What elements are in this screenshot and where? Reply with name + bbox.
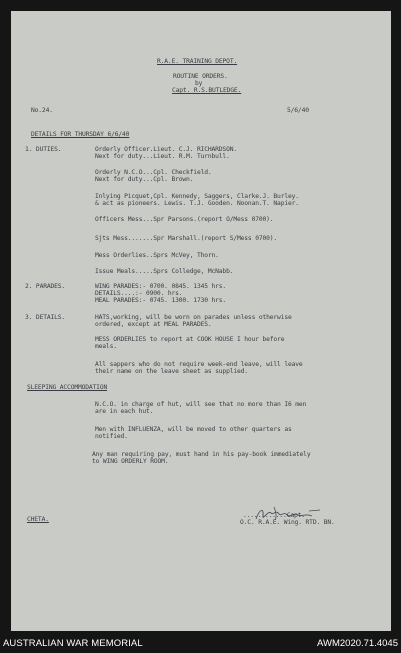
details-line: HATS,working, will be worn on parades unless otherwise bbox=[95, 314, 292, 321]
by-label: by bbox=[195, 80, 203, 87]
duty-line: Issue Meals.....Sprs Colledge, McNabb. bbox=[95, 268, 234, 275]
unit-title: R.A.E. TRAINING DEPOT. bbox=[157, 58, 238, 65]
parade-line: MEAL PARADES:- 0745. 1300. 1730 hrs. bbox=[95, 297, 227, 304]
parades-label: 2. PARADES. bbox=[25, 283, 66, 290]
details-line: meals. bbox=[95, 343, 117, 350]
details-line: All sappers who do not require week-end leave, will leave bbox=[95, 361, 303, 368]
duties-label: 1. DUTIES. bbox=[25, 146, 62, 153]
sleeping-heading: SLEEPING ACCOMMODATION bbox=[27, 384, 108, 391]
routine-orders-title: ROUTINE ORDERS. bbox=[173, 73, 228, 80]
duty-line: Next for duty...Lieut. R.M. Turnbull. bbox=[95, 153, 230, 160]
signature-line: ............Capt. bbox=[243, 512, 305, 519]
footer-bar bbox=[0, 635, 401, 653]
duty-line: Sjts Mess.......Spr Marshall.(report S/Mess 0700). bbox=[95, 235, 278, 242]
parade-line: WING PARADES:- 0700. 0845. 1345 hrs. bbox=[95, 283, 227, 290]
signature-title: O.C. R.A.E. Wing. RTD. BN. bbox=[240, 519, 335, 526]
sleeping-line: Any man requiring pay, must hand in his pay-book immediately bbox=[92, 451, 311, 458]
order-date: 5/6/40 bbox=[287, 107, 309, 114]
footer-accession-id: AWM2020.71.4045 bbox=[317, 638, 398, 649]
duty-line: Officers Mess...Spr Parsons.(report O/Mess 0700). bbox=[95, 216, 274, 223]
details-line: their name on the leave sheet as supplied. bbox=[95, 368, 248, 375]
duty-line: Inlying Picquet,Cpl. Kennedy, Saggers, Clarke.J. Burley. bbox=[95, 193, 299, 200]
footer-source: AUSTRALIAN WAR MEMORIAL bbox=[3, 638, 143, 649]
duty-line: Next for duty...Cpl. Brown. bbox=[95, 176, 194, 183]
document-page bbox=[11, 11, 391, 631]
sleeping-line: are in each hut. bbox=[95, 408, 154, 415]
details-line: MESS ORDERLIES to report at COOK HOUSE I hour before bbox=[95, 336, 285, 343]
sleeping-line: N.C.O. in charge of hut, will see that no more than I6 men bbox=[95, 401, 307, 408]
details-heading: DETAILS FOR THURSDAY 6/6/40 bbox=[31, 131, 130, 138]
details-line: ordered, except at MEAL PARADES. bbox=[95, 321, 212, 328]
sleeping-line: Men with INFLUENZA, will be moved to other quarters as bbox=[95, 426, 292, 433]
details-label: 3. DETAILS. bbox=[25, 314, 66, 321]
sleeping-line: notified. bbox=[95, 433, 128, 440]
parade-line: DETAILS....:- 0900. hrs. bbox=[95, 290, 183, 297]
sleeping-line: to WING ORDERLY ROOM. bbox=[92, 458, 169, 465]
order-number: No.24. bbox=[31, 107, 53, 114]
distribution-label: CHETA. bbox=[27, 516, 49, 523]
duty-line: Orderly N.C.O...Cpl. Checkfield. bbox=[95, 169, 212, 176]
duty-line: Orderly Officer.Lieut. C.J. RICHARDSON. bbox=[95, 146, 238, 153]
issuer-name: Capt. R.S.BUTLEDGE. bbox=[172, 87, 242, 94]
duty-line: & act as pioneers. Lewis. T.J. Gooden. Noonan.T. Napier. bbox=[95, 200, 299, 207]
duty-line: Mess Orderlies..Sprs McVey, Thorn. bbox=[95, 252, 219, 259]
